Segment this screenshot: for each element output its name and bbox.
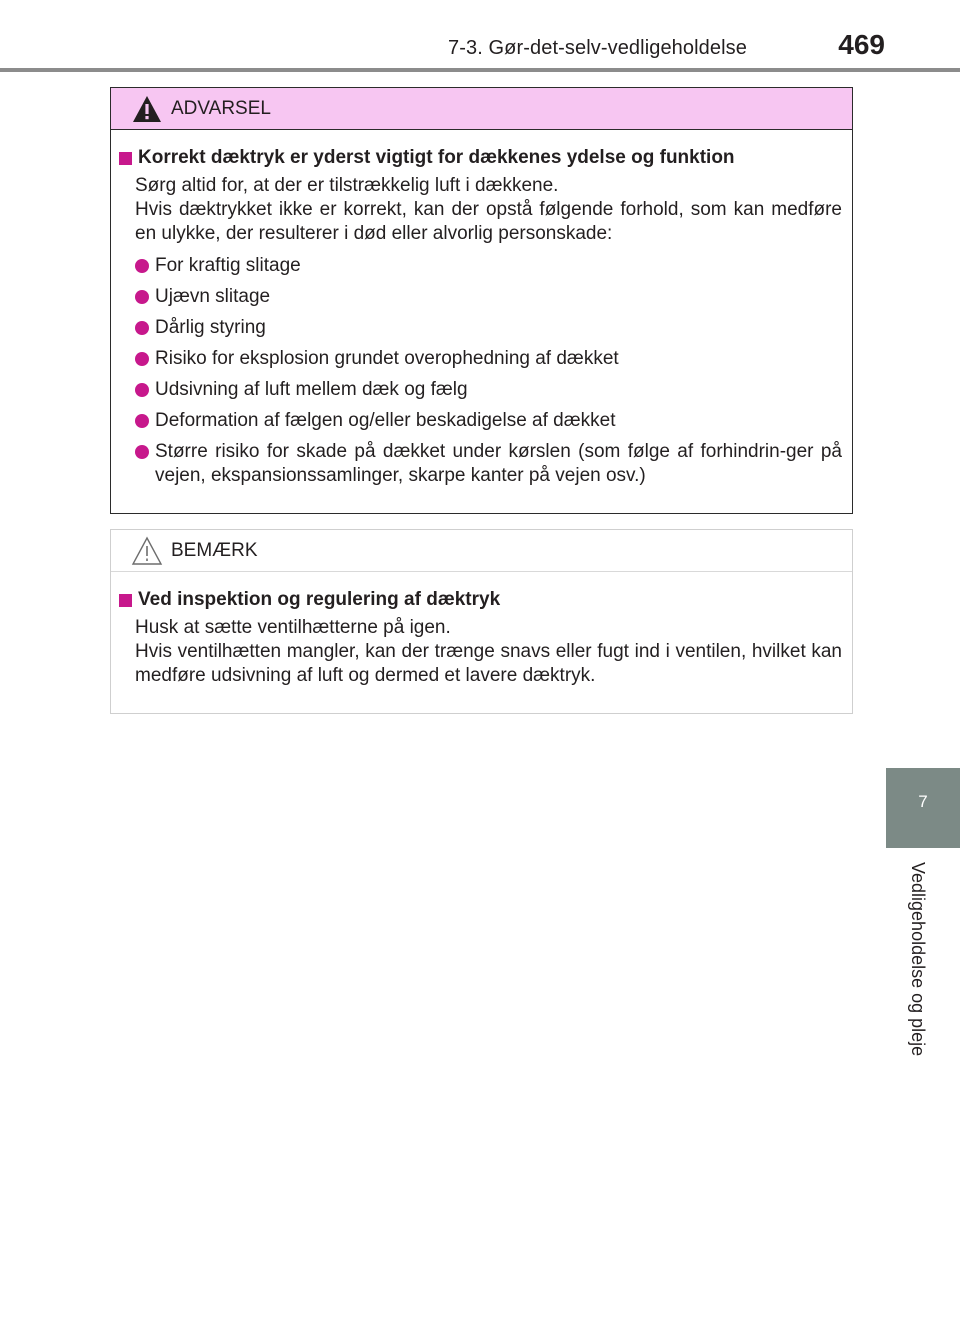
warning-triangle-filled-icon (131, 94, 163, 124)
bullet-dot-icon (135, 290, 149, 304)
bullet-dot-icon (135, 352, 149, 366)
chapter-label: Vedligeholdelse og pleje (908, 862, 928, 1057)
warning-paragraph-2: Hvis dæktrykket ikke er korrekt, kan der opstå følgende forhold, som kan medføre en ulykke, der resulterer i død eller alvorlig personskade: (135, 199, 842, 244)
list-item: Større risiko for skade på dækket under kørslen (som følge af forhindrin-ger på vejen, ekspansionssamlinger, skarpe kanter på vejen osv.) (135, 440, 842, 488)
bullet-dot-icon (135, 259, 149, 273)
note-label: BEMÆRK (171, 540, 258, 561)
square-bullet-icon (119, 594, 132, 607)
chapter-number: 7 (918, 792, 928, 811)
note-paragraph: Husk at sætte ventilhætterne på igen. (135, 617, 451, 638)
warning-box-header (111, 88, 852, 130)
warning-label: ADVARSEL (171, 98, 271, 119)
note-box (110, 529, 853, 714)
list-item: Udsivning af luft mellem dæk og fælg (135, 378, 842, 402)
list-item: Risiko for eksplosion grundet overophedning af dækket (135, 347, 842, 371)
warning-box-body (111, 130, 852, 488)
bullet-dot-icon (135, 414, 149, 428)
note-heading (119, 588, 842, 612)
warning-bullet-list (119, 254, 842, 488)
page-number: 469 (838, 29, 885, 60)
list-item: Deformation af fælgen og/eller beskadigelse af dækket (135, 409, 842, 433)
bullet-dot-icon (135, 445, 149, 459)
note-box-body (111, 572, 852, 688)
note-box-header (111, 530, 852, 572)
warning-heading-text: Korrekt dæktryk er yderst vigtigt for dækkenes ydelse og funktion (138, 147, 735, 168)
list-item: For kraftig slitage (135, 254, 842, 278)
warning-triangle-outline-icon (131, 536, 163, 566)
section-title: 7-3. Gør-det-selv-vedligeholdelse (448, 37, 747, 59)
note-paragraph-2: Hvis ventilhætten mangler, kan der trænge snavs eller fugt ind i ventilen, hvilket kan medføre udsivning af luft og dermed et lavere dæktryk. (135, 641, 842, 686)
bullet-dot-icon (135, 383, 149, 397)
warning-box (110, 87, 853, 514)
header-divider (0, 68, 960, 72)
list-item: Dårlig styring (135, 316, 842, 340)
warning-paragraph: Sørg altid for, at der er tilstrækkelig luft i dækkene. (135, 175, 559, 196)
chapter-tab (886, 768, 960, 848)
list-item: Ujævn slitage (135, 285, 842, 309)
note-heading-text: Ved inspektion og regulering af dæktryk (138, 589, 501, 610)
warning-heading (119, 146, 842, 170)
bullet-dot-icon (135, 321, 149, 335)
square-bullet-icon (119, 152, 132, 165)
